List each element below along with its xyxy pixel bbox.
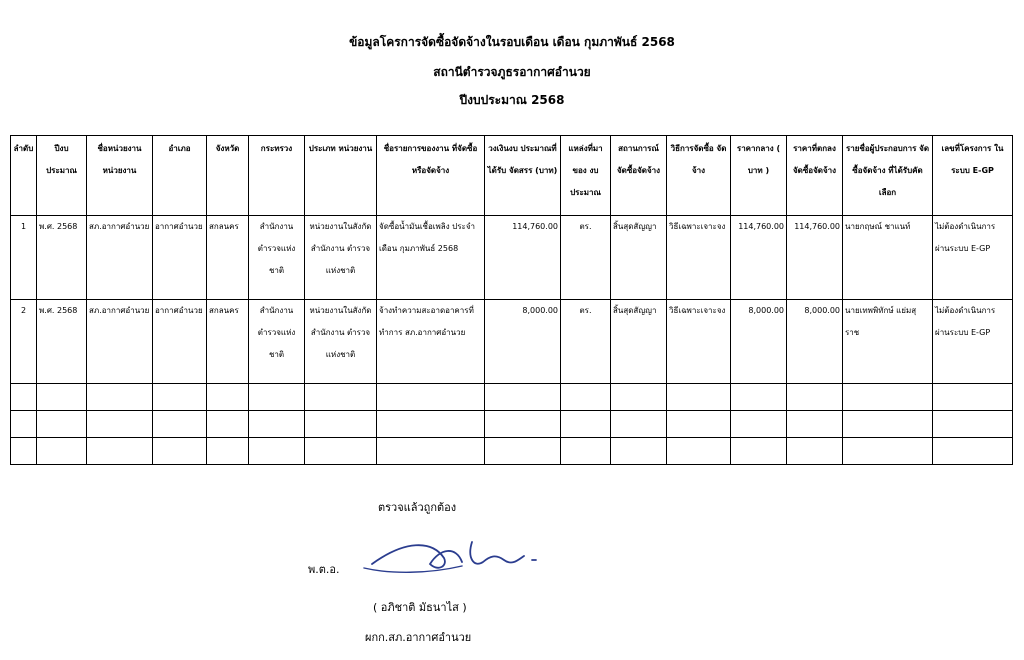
signer-name: ( อภิชาติ มัธนาไส )	[373, 601, 467, 614]
cell-budget: 114,760.00	[485, 216, 561, 300]
procurement-table	[10, 135, 1013, 465]
empty-row	[11, 384, 1013, 411]
cell-agreed-price: 114,760.00	[787, 216, 843, 300]
cell-source: ตร.	[561, 216, 611, 300]
col-header-no: ลำดับ	[11, 136, 37, 216]
col-header-egp: เลขที่โครงการ ในระบบ E-GP	[933, 136, 1013, 216]
cell-district: อากาศอำนวย	[153, 216, 207, 300]
cell-agency-type: หน่วยงานในสังกัด สำนักงาน ตำรวจแห่งชาติ	[305, 216, 377, 300]
cell-vendor: นายกฤษณ์ ชาแนท์	[843, 216, 933, 300]
cell-egp: ไม่ต้องดำเนินการ ผ่านระบบ E-GP	[933, 216, 1013, 300]
cell-median-price: 114,760.00	[731, 216, 787, 300]
cell-status: สิ้นสุดสัญญา	[611, 300, 667, 384]
verified-text: ตรวจแล้วถูกต้อง	[378, 501, 457, 514]
cell-budget: 8,000.00	[485, 300, 561, 384]
col-header-vendor: รายชื่อผู้ประกอบการ จัดซื้อจัดจ้าง ที่ได้รับคัดเลือก	[843, 136, 933, 216]
col-header-source: แหล่งที่มา ของ งบประมาณ	[561, 136, 611, 216]
col-header-method: วิธีการจัดซื้อ จัดจ้าง	[667, 136, 731, 216]
cell-status: สิ้นสุดสัญญา	[611, 216, 667, 300]
empty-row	[11, 411, 1013, 438]
cell-source: ตร.	[561, 300, 611, 384]
col-header-item: ชื่อรายการของงาน ที่จัดซื้อหรือจัดจ้าง	[377, 136, 485, 216]
cell-no: 1	[11, 216, 37, 300]
table-header-row	[11, 136, 1013, 216]
table-row	[11, 216, 1013, 300]
cell-ministry: สำนักงาน ตำรวจแห่งชาติ	[249, 300, 305, 384]
cell-province: สกลนคร	[207, 216, 249, 300]
cell-item: จัดซื้อน้ำมันเชื้อเพลิง ประจำเดือน กุมภาพันธ์ 2568	[377, 216, 485, 300]
document-title: ข้อมูลโครการจัดซื้อจัดจ้างในรอบเดือน เดือน กุมภาพันธ์ 2568	[349, 35, 675, 49]
col-header-status: สถานการณ์ จัดซื้อจัดจ้าง	[611, 136, 667, 216]
signer-position: ผกก.สภ.อากาศอำนวย	[365, 631, 472, 644]
col-header-district: อำเภอ	[153, 136, 207, 216]
empty-row	[11, 438, 1013, 465]
handwritten-signature	[350, 528, 560, 583]
table-row	[11, 300, 1013, 384]
cell-method: วิธีเฉพาะเจาะจง	[667, 216, 731, 300]
fiscal-year: ปีงบประมาณ 2568	[459, 93, 565, 107]
cell-agency: สภ.อากาศอำนวย	[87, 216, 153, 300]
cell-method: วิธีเฉพาะเจาะจง	[667, 300, 731, 384]
cell-egp: ไม่ต้องดำเนินการ ผ่านระบบ E-GP	[933, 300, 1013, 384]
cell-year: พ.ศ. 2568	[37, 300, 87, 384]
station-name: สถานีตำรวจภูธรอากาศอำนวย	[433, 65, 591, 79]
cell-ministry: สำนักงาน ตำรวจแห่งชาติ	[249, 216, 305, 300]
col-header-agreed-price: ราคาที่ตกลง จัดซื้อจัดจ้าง	[787, 136, 843, 216]
cell-vendor: นายเทพพิทักษ์ แย่มสุราช	[843, 300, 933, 384]
col-header-ministry: กระทรวง	[249, 136, 305, 216]
col-header-year: ปีงบ ประมาณ	[37, 136, 87, 216]
cell-agency: สภ.อากาศอำนวย	[87, 300, 153, 384]
signer-rank: พ.ต.อ.	[308, 563, 340, 576]
cell-agreed-price: 8,000.00	[787, 300, 843, 384]
cell-item: จ้างทำความสะอาดอาคารที่ ทำการ สภ.อากาศอำนวย	[377, 300, 485, 384]
cell-median-price: 8,000.00	[731, 300, 787, 384]
cell-no: 2	[11, 300, 37, 384]
cell-agency-type: หน่วยงานในสังกัด สำนักงาน ตำรวจแห่งชาติ	[305, 300, 377, 384]
cell-district: อากาศอำนวย	[153, 300, 207, 384]
cell-year: พ.ศ. 2568	[37, 216, 87, 300]
col-header-median-price: ราคากลาง ( บาท )	[731, 136, 787, 216]
col-header-budget: วงเงินงบ ประมาณที่ได้รับ จัดสรร (บาท)	[485, 136, 561, 216]
col-header-province: จังหวัด	[207, 136, 249, 216]
cell-province: สกลนคร	[207, 300, 249, 384]
col-header-agency-type: ประเภท หน่วยงาน	[305, 136, 377, 216]
col-header-agency: ชื่อหน่วยงาน หน่วยงาน	[87, 136, 153, 216]
